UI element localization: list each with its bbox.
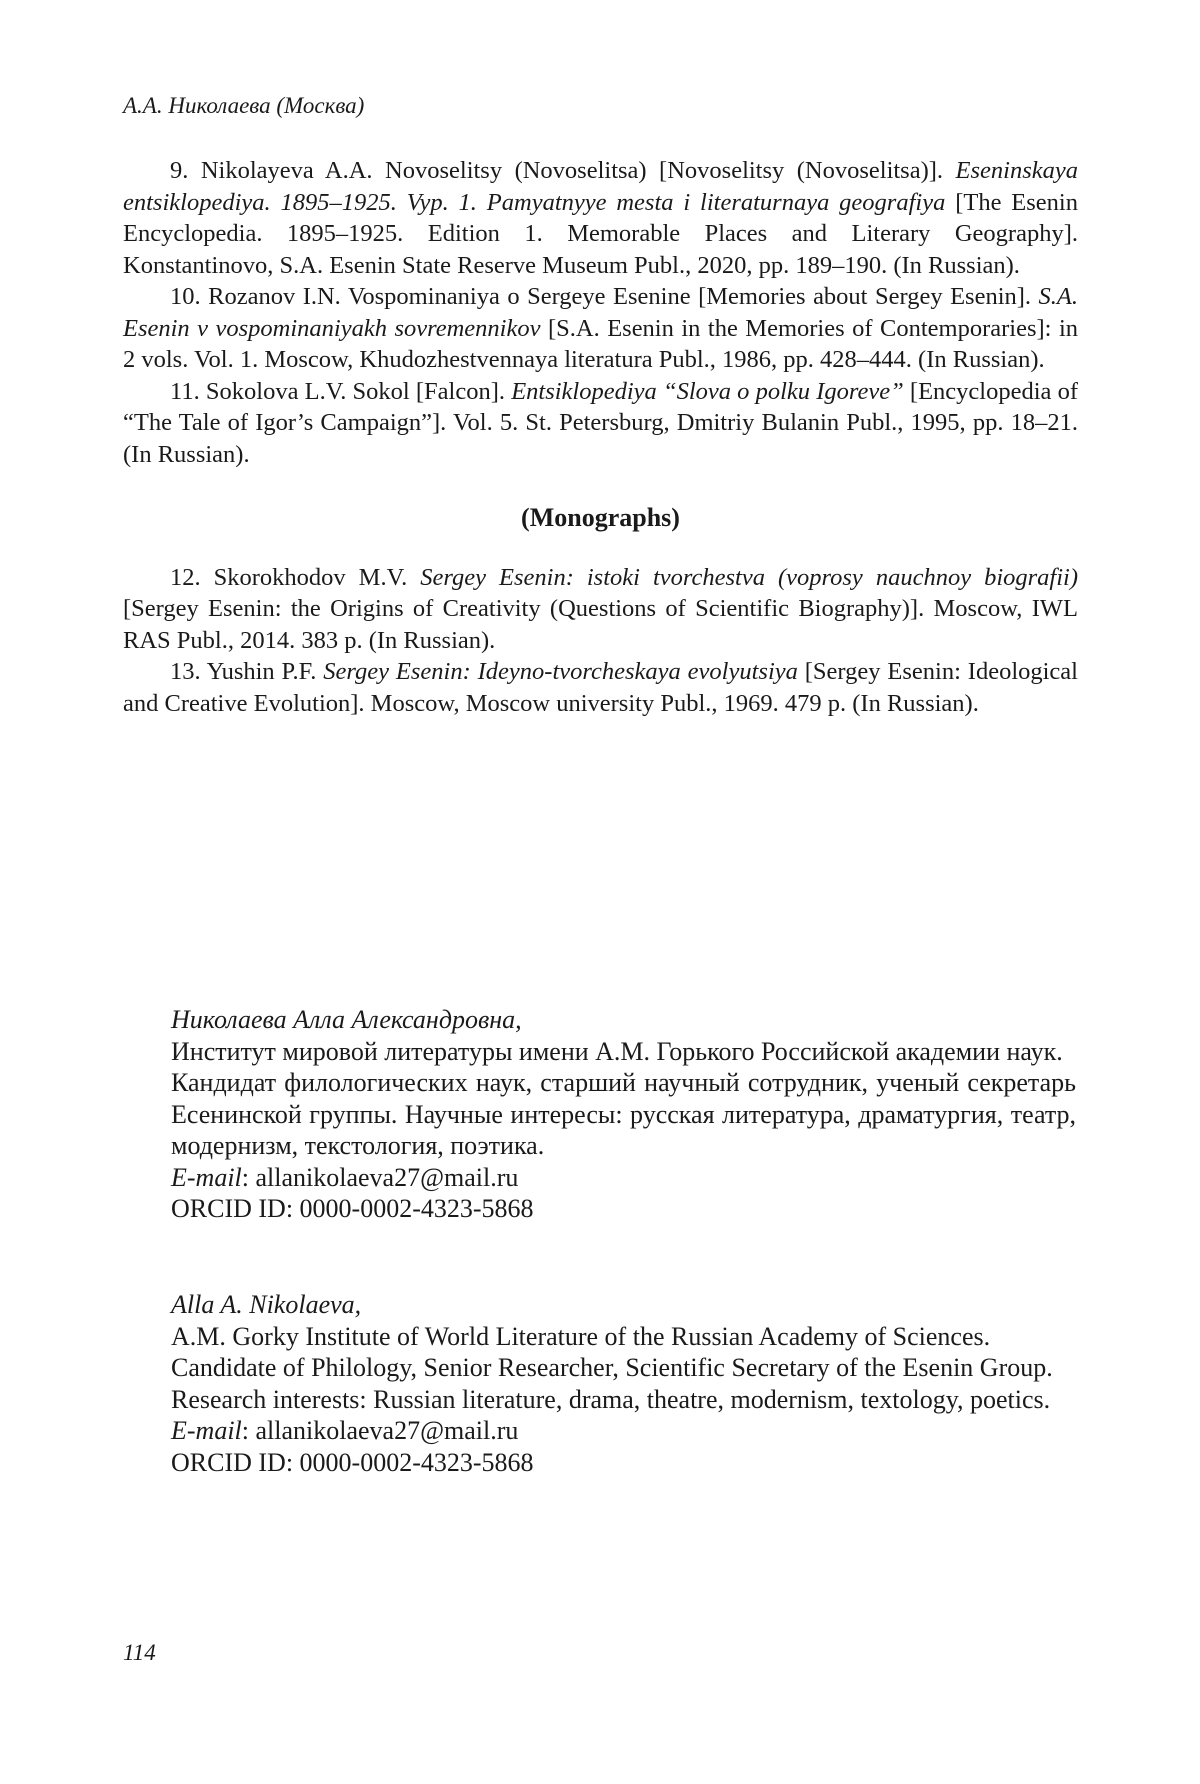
reference-title: Sergey Esenin: Ideyno-tvorcheskaya evolyutsiya <box>323 658 798 685</box>
email-label: E-mail <box>171 1162 242 1192</box>
author-orcid: ORCID ID: 0000-0002-4323-5868 <box>171 1447 534 1477</box>
reference-text: 11. Sokolova L.V. Sokol [Falcon]. <box>170 377 512 405</box>
author-orcid: ORCID ID: 0000-0002-4323-5868 <box>171 1194 534 1223</box>
author-email[interactable]: : allanikolaeva27@mail.ru <box>241 1416 519 1445</box>
author-email-line <box>171 1162 1076 1194</box>
email-label: E-mail <box>171 1416 242 1445</box>
author-affiliation: A.M. Gorky Institute of World Literature of the Russian Academy of Sciences. <box>171 1321 991 1351</box>
author-email[interactable]: : allanikolaeva27@mail.ru <box>241 1162 519 1192</box>
reference-item <box>123 562 1078 657</box>
reference-text: [Encyclopedia of “The Tale of Igor’s Campaign”]. Vol. 5. St. Petersburg, Dmitriy Bulanin Publ., 1995, pp. 18–21. (In Russian). <box>123 377 1078 468</box>
author-email-line <box>171 1415 1076 1447</box>
reference-list <box>123 155 1078 719</box>
reference-item <box>123 656 1078 719</box>
author-name: Николаева Алла Александровна, <box>171 1005 522 1034</box>
reference-text: 12. Skorokhodov M.V. <box>170 563 421 591</box>
author-bio: Кандидат филологических наук, старший научный сотрудник, ученый секретарь Есенинской группы. Научные интересы: русская литература, драматургия, театр, модернизм, текстология, поэтика. <box>171 1068 1076 1160</box>
reference-text: [S.A. Esenin in the Memories of Contemporaries]: in 2 vols. Vol. 1. Moscow, Khudozhestvennaya literatura Publ., 1986, pp. 428–444. (In Russian). <box>123 314 1078 373</box>
author-affiliation: Институт мировой литературы имени А.М. Горького Российской академии наук. <box>171 1036 1063 1066</box>
reference-item <box>123 376 1078 471</box>
reference-title: S.A. Esenin v vospominaniyakh sovremennikov <box>123 283 1078 342</box>
reference-item <box>123 281 1078 376</box>
reference-title: Entsiklopediya “Slova o polku Igoreve” <box>511 377 904 405</box>
reference-text: 10. Rozanov I.N. Vospominaniya o Sergeye Esenine [Memories about Sergey Esenin]. <box>170 283 1039 310</box>
author-info-ru <box>171 1004 1076 1225</box>
reference-text: [The Esenin Encyclopedia. 1895–1925. Edition 1. Memorable Places and Literary Geography]. Konstantinovo, S.A. Esenin State Reserve Museum Publ., 2020, pp. 189–190. (In Russian). <box>123 188 1078 279</box>
reference-title: Sergey Esenin: istoki tvorchestva (voprosy nauchnoy biografii) <box>420 563 1078 591</box>
page-number: 114 <box>123 1640 156 1665</box>
section-title: (Monographs) <box>521 503 680 532</box>
reference-text: 13. Yushin P.F. <box>170 658 324 685</box>
author-info-en <box>171 1289 1076 1478</box>
running-head: А.А. Николаева (Москва) <box>123 93 365 118</box>
reference-text: 9. Nikolayeva A.A. Novoselitsy (Novoselitsa) [Novoselitsy (Novoselitsa)]. <box>170 157 956 184</box>
reference-text: [Sergey Esenin: Ideological and Creative Evolution]. Moscow, Moscow university Publ., 1969. 479 p. (In Russian). <box>123 658 1078 717</box>
author-name: Alla A. Nikolaeva, <box>171 1290 362 1319</box>
reference-title: Eseninskaya entsiklopediya. 1895–1925. Vyp. 1. Pamyatnyye mesta i literaturnaya geografiya <box>123 157 1078 216</box>
reference-text: [Sergey Esenin: the Origins of Creativity (Questions of Scientific Biography)]. Moscow, IWL RAS Publ., 2014. 383 p. (In Russian). <box>123 595 1078 654</box>
author-bio: Candidate of Philology, Senior Researcher, Scientific Secretary of the Esenin Group. Research interests: Russian literature, drama, theatre, modernism, textology, poetics. <box>171 1353 1053 1414</box>
reference-item <box>123 155 1078 281</box>
